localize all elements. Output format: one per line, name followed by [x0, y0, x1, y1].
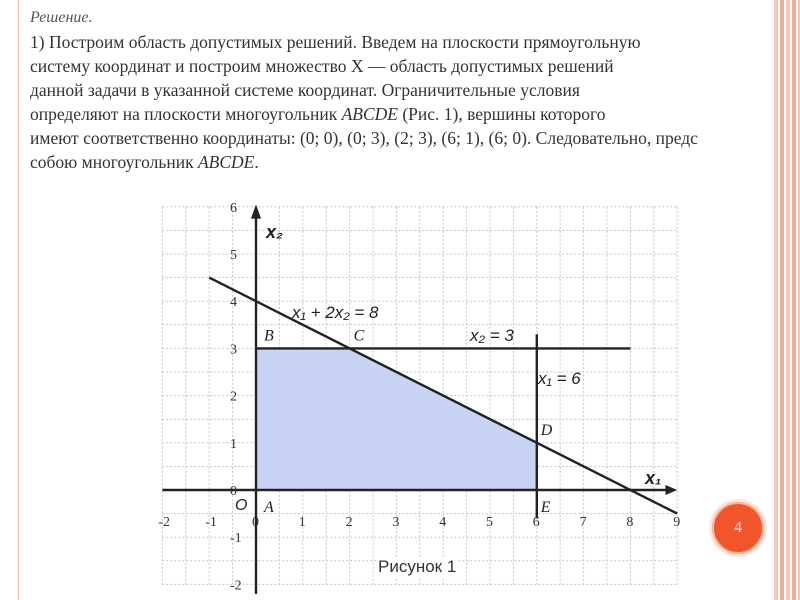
- y-tick-label: -2: [230, 578, 242, 594]
- constraint-label-3: x₁ = 6: [538, 369, 581, 388]
- polygon-name: ABCDE: [341, 104, 398, 124]
- vertex-label-c: C: [353, 327, 365, 345]
- y-axis-label: x₂: [266, 222, 283, 242]
- y-tick-label: 5: [230, 248, 237, 263]
- x-tick-label: 5: [486, 515, 493, 530]
- y-tick-label: 0: [230, 484, 237, 499]
- vertex-label-d: D: [540, 421, 553, 439]
- y-tick-label: 1: [230, 436, 237, 452]
- vertex-label-a: A: [264, 499, 274, 516]
- origin-label: O: [235, 497, 248, 514]
- page-number-badge: 4: [712, 502, 764, 554]
- text-line-1: 1) Построим область допустимых решений. Введем на плоскости прямоугольную: [30, 32, 641, 52]
- y-tick-label: 3: [230, 342, 237, 358]
- vertex-label-e: E: [540, 499, 551, 516]
- x-tick-label: -1: [205, 515, 217, 530]
- x-tick-label: 3: [392, 515, 400, 530]
- x-tick-label: 1: [298, 515, 306, 530]
- y-tick-label: 4: [230, 295, 237, 311]
- text-line-4: [30, 102, 800, 126]
- x-tick-label: 6: [532, 515, 540, 530]
- vertex-label-b: B: [264, 327, 274, 345]
- x-axis-arrow-icon: [666, 485, 678, 495]
- constraint-label-1: x₁ + 2x₂ = 8: [292, 303, 379, 322]
- text-line-4-post: (Рис. 1), вершины которого: [397, 104, 606, 124]
- text-line-6: [30, 150, 800, 174]
- text-line-6-post: .: [254, 152, 259, 172]
- x-tick-label: -2: [158, 515, 171, 530]
- solution-heading: Решение.: [30, 9, 93, 26]
- x-tick-label: 8: [626, 515, 634, 530]
- text-line-4-pre: определяют на плоскости многоугольник: [30, 104, 342, 124]
- x-tick-label: 9: [673, 515, 681, 530]
- text-line-5: имеют соответственно координаты: (0; 0), (0; 3), (2; 3), (6; 1), (6; 0). Следовательно, предс: [30, 128, 698, 148]
- figure-1: [150, 198, 690, 600]
- constraint-label-2: x₂ = 3: [470, 326, 514, 345]
- text-line-3: данной задачи в указанной системе координат. Ограничительные условия: [30, 80, 580, 100]
- y-tick-label: -1: [230, 531, 242, 547]
- text-line-2: систему координат и построим множество Х — область допустимых решений: [30, 56, 614, 76]
- y-tick-label: 6: [230, 200, 237, 216]
- x-tick-label: 2: [345, 515, 353, 530]
- x-tick-label: 4: [439, 515, 447, 530]
- x-tick-label: 0: [252, 515, 259, 530]
- y-tick-label: 2: [230, 389, 237, 405]
- x-axis-label: x₁: [645, 468, 662, 488]
- polygon-name-2: ABCDE: [197, 152, 255, 172]
- x-tick-label: 7: [579, 515, 587, 530]
- text-line-6-pre: собою многоугольник: [30, 152, 198, 172]
- figure-caption: Рисунок 1: [378, 557, 457, 576]
- solution-text: [30, 6, 800, 174]
